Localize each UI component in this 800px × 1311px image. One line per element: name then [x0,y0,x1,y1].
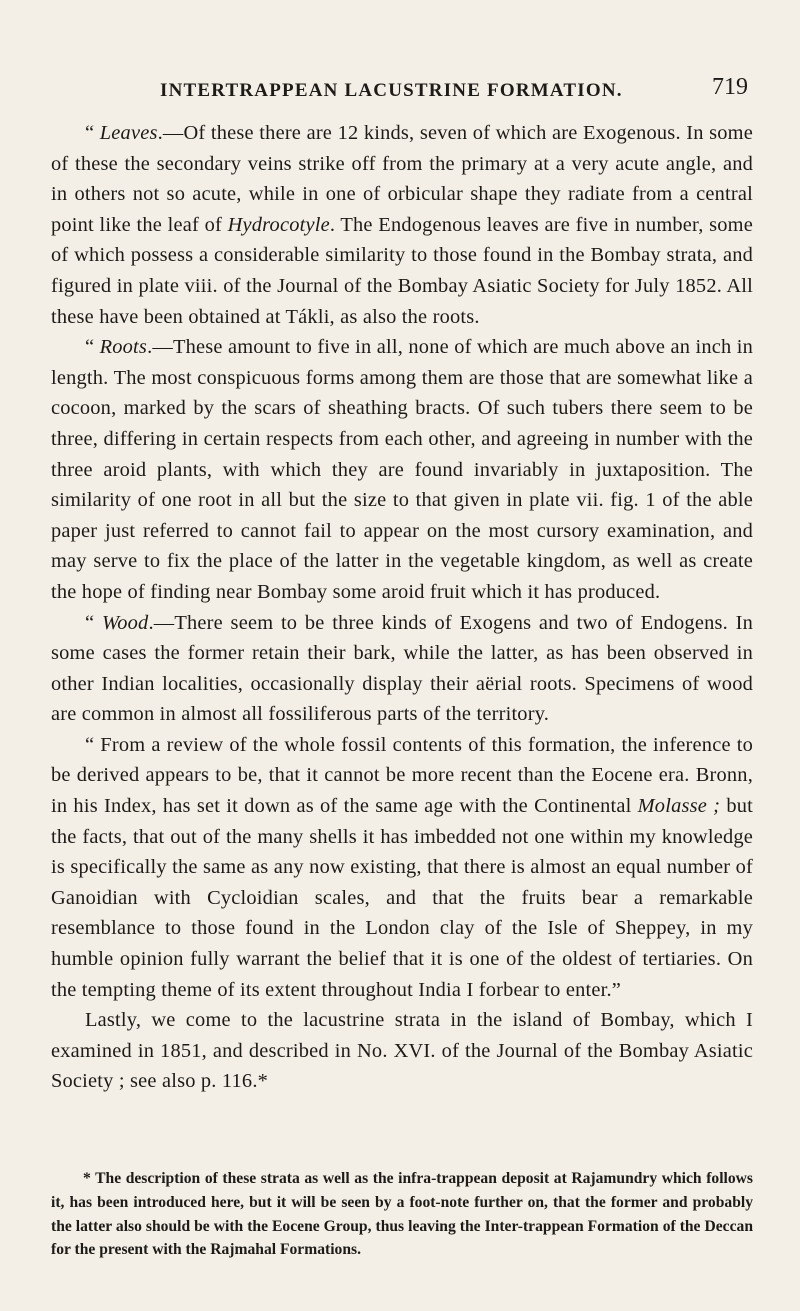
paragraph-text: .—These amount to five in all, none of which are much above an inch in length. The most conspicuous forms among them are those that are somewhat like a cocoon, marked by the scars of sheathing bracts. Of such tubers there seem to be three, differing in certain respects from each other, and agreeing in number with the three aroid plants, with which they are found invariably in juxtaposition. The similarity of one root in all but the size to that given in plate vii. fig. 1 of the able paper just referred to cannot fail to appear on the most cursory examination, and may serve to fix the place of the latter in the vegetable kingdom, as well as create the hope of finding near Bombay some aroid fruit which it has produced. [51,336,753,603]
molasse-term: Molasse ; [637,795,721,818]
section-heading-wood: Wood [101,611,149,634]
section-heading-leaves: Leaves [99,122,158,144]
paragraph-roots [51,332,753,607]
paragraph-text: . The Endogenous leaves are five in number, some of which possess a considerable similarity to those found in the Bombay strata, and figured in plate viii. of the Journal of the Bombay Asiatic Society for July 1852. All these have been obtained at Tákli, as also the roots. [51,213,753,328]
paragraph-text: .—Of these there are 12 kinds, seven of which are Exogenous. In some of these the secondary veins strike off from the primary at a very acute angle, and in others not so acute, while in one of orbicular shape they radiate from a central point like the leaf of [51,122,753,236]
paragraph-text: Lastly, we come to the lacustrine strata in the island of Bombay, which I examined in 1851, and described in No. XVI. of the Journal of the Bombay Asiatic Society ; see also p. 116.* [51,1009,753,1093]
page-number: 719 [712,74,748,100]
open-quote: “ [85,336,100,359]
open-quote: “ [85,122,100,144]
paragraph-leaves [51,118,753,332]
paragraph-text: .—There seem to be three kinds of Exogens and two of Endogens. In some cases the former retain their bark, while the latter, as has been observed in other Indian localities, occasionally display their aërial roots. Specimens of wood are common in almost all fossiliferous parts of the territory. [51,611,753,726]
running-head: INTERTRAPPEAN LACUSTRINE FORMATION. [160,80,623,101]
paragraph-review [51,730,753,1005]
footnote: * The description of these strata as well as the infra-trappean deposit at Rajamundry which follows it, has been introduced here, but it will be seen by a foot-note further on, that the former and probably the latter also should be with the Eocene Group, thus leaving the Inter-trappean Formation of the Deccan for the present with the Rajmahal Formations. [51,1170,753,1259]
open-quote: “ [85,611,102,634]
paragraph-wood [51,608,753,730]
genus-name: Hydrocotyle [227,213,330,236]
paragraph-text: but the facts, that out of the many shells it has imbedded not one within my knowledge is specifically the same as any now existing, that there is almost an equal number of Ganoidian with Cycloidian scales, and that the fruits bear a remarkable resemblance to those found in the London clay of the Isle of Sheppey, in my humble opinion fully warrant the belief that it is one of the oldest of tertiaries. On the tempting theme of its extent throughout India I forbear to enter.” [51,795,753,1001]
paragraph-lastly [51,1005,753,1097]
paragraph-text: “ From a review of the whole fossil contents of this formation, the inference to be derived appears to be, that it cannot be more recent than the Eocene era. Bronn, in his Index, has set it down as of the same age with the Continental [51,733,753,818]
section-heading-roots: Roots [99,336,148,359]
body-text [51,118,753,1097]
